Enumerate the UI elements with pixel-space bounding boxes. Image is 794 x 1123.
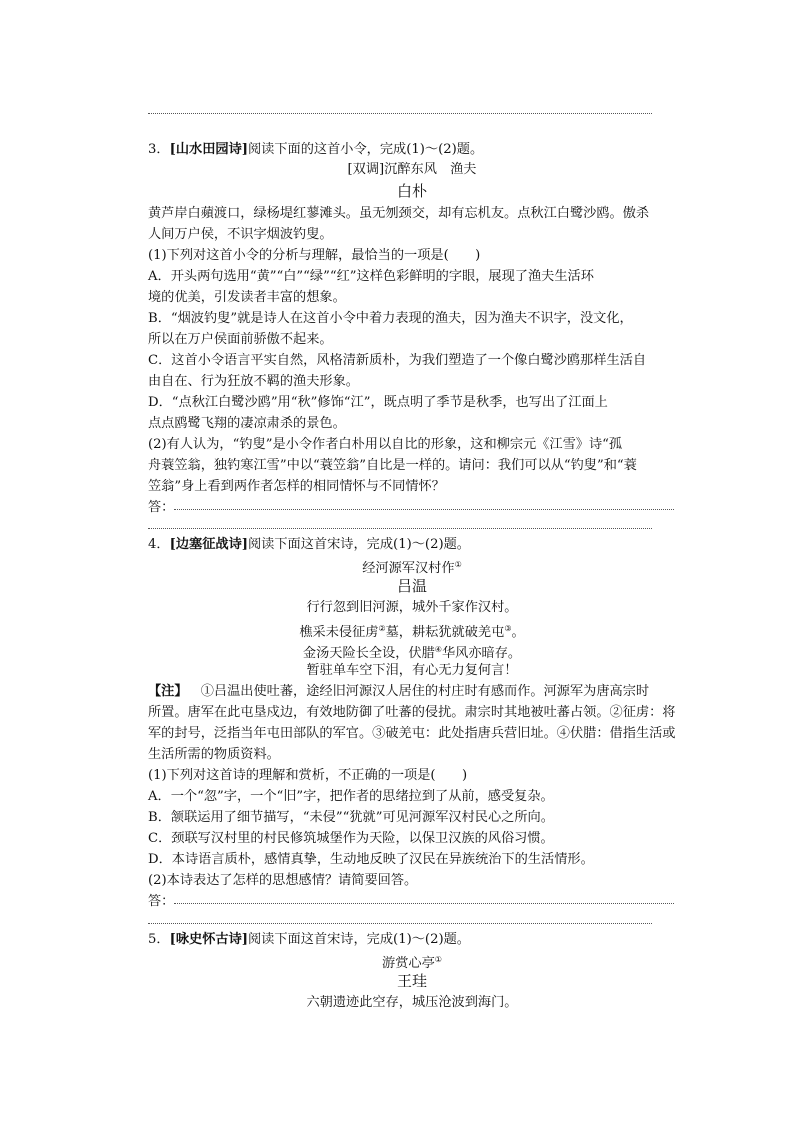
q5-poem-title-text: 游赏心亭 [382,956,435,971]
q4-option-d: D．本诗语言质朴，感情真挚，生动地反映了汉民在异族统治下的生活情形。 [148,852,594,867]
q3-answer-label: 答： [148,500,175,515]
q3-intro: 阅读下面的这首小令，完成(1)～(2)题。 [248,142,484,157]
q3-poem-author: 白朴 [396,182,427,200]
q3-sub2-line-1: (2)有人认为，“钓叟”是小令作者白朴用以自比的形象，这和柳宗元《江雪》诗“孤 [148,437,623,452]
q4-note-text-1: ①吕温出使吐蕃，途经旧河源汉人居住的村庄时有感而作。河源军为唐高宗时 [200,684,650,699]
q4-poem-line-2-part-c: 。 [511,625,525,640]
q3-option-a-line-1: A．开头两句选用“黄”“白”“绿”“红”这样色彩鲜明的字眼，展现了渔夫生活环 [148,269,594,284]
q5-poem-author: 王珪 [396,972,427,990]
separator-line [148,528,652,529]
q4-number: 4． [148,537,170,552]
q5-title-footnote-mark: ① [434,955,442,964]
q4-sub1-stem: (1)下列对这首诗的理解和赏析，不正确的一项是( ) [148,768,468,783]
q4-heading [148,535,678,555]
q4-option-b: B．颔联运用了细节描写，“未侵”“犹就”可见河源军汉村民心之所向。 [148,810,554,825]
q4-sub2-stem: (2)本诗表达了怎样的思想感情？请简要回答。 [148,873,418,888]
q3-tag: [山水田园诗] [169,142,248,157]
q4-note-line-1 [148,682,678,702]
q4-footnote-mark-2: ② [378,624,386,633]
q4-note-line-2: 所置。唐军在此屯垦戍边，有效地防御了吐蕃的侵扰。肃宗时其地被吐蕃占领。②征虏：将 [148,705,676,720]
q4-poem-line-3-part-a: 金汤天险长全设，伏腊 [302,646,435,661]
q4-poem-line-2-part-b: 墓，耕耘犹就破羌屯 [385,625,505,640]
q3-option-b-line-1: B．“烟波钓叟”就是诗人在这首小令中着力表现的渔夫，因为渔夫不识字，没文化， [148,311,633,326]
q4-poem-title-text: 经河源军汉村作 [362,561,455,576]
q4-note-label: 【注】 [148,684,188,699]
q5-poem-line-1: 六朝遗迹此空存，城压沧波到海门。 [306,995,518,1010]
q5-intro: 阅读下面这首宋诗，完成(1)～(2)题。 [248,932,470,947]
q3-answer-field[interactable] [174,509,674,510]
q3-poem-line-1: 黄芦岸白蘋渡口，绿杨堤红蓼滩头。虽无刎颈交，却有忘机友。点秋江白鹭沙鸥。傲杀 [148,206,650,221]
q3-sub1-stem: (1)下列对这首小令的分析与理解，最恰当的一项是( ) [148,248,481,263]
q3-sub2-line-2: 舟蓑笠翁，独钓寒江雪”中以“蓑笠翁”自比是一样的。请问：我们可以从“钓叟”和“蓑 [148,458,637,473]
q4-answer-field[interactable] [174,903,674,904]
q3-option-c-line-1: C．这首小令语言平实自然，风格清新质朴，为我们塑造了一个像白鹭沙鸥那样生活自 [148,353,647,368]
q3-sub2-line-3: 笠翁”身上看到两作者怎样的相同情怀与不同情怀？ [148,479,445,494]
q4-note-line-4: 生活所需的物质资料。 [148,747,280,762]
q4-poem-line-1: 行行忽到旧河源，城外千家作汉村。 [306,600,518,615]
q4-poem-author: 吕温 [396,577,427,595]
q4-option-a: A．一个“忽”字，一个“旧”字，把作者的思绪拉到了从前，感受复杂。 [148,789,554,804]
q3-poem-line-2: 人间万户侯，不识字烟波钓叟。 [148,227,333,242]
q4-note-line-3: 军的封号，泛指当年屯田部队的军官。③破羌屯：此处指唐兵营旧址。④伏腊：借指生活或 [148,726,676,741]
q3-heading [148,140,678,160]
q4-footnote-mark-3: ③ [504,624,512,633]
q5-number: 5． [148,932,170,947]
q4-footnote-mark-4: ④ [434,645,442,654]
q4-poem-line-3-part-b: 华风亦暗存。 [441,646,522,661]
q3-option-c-line-2: 由自在、行为狂放不羁的渔夫形象。 [148,374,359,389]
q3-number: 3． [148,142,170,157]
q4-answer-label: 答： [148,894,175,909]
q3-poem-title: [双调]沉醉东风 渔夫 [347,162,477,177]
q4-poem-line-4: 暂驻单车空下泪，有心无力复何言！ [306,663,518,678]
q4-title-footnote-mark: ① [454,560,462,569]
separator-line [148,923,652,924]
q4-poem-line-2-part-a: 樵采未侵征虏 [299,625,379,640]
q3-option-d-line-2: 点点鸥鹭飞翔的凄凉肃杀的景色。 [148,416,346,431]
q3-option-d-line-1: D．“点秋江白鹭沙鸥”用“秋”修饰“江”，既点明了季节是秋季，也写出了江面上 [148,395,608,410]
separator-line [148,113,652,114]
q3-option-a-line-2: 境的优美，引发读者丰富的想象。 [148,290,346,305]
q5-tag: [咏史怀古诗] [169,932,248,947]
q3-option-b-line-2: 所以在万户侯面前骄傲不起来。 [148,332,333,347]
q4-tag: [边塞征战诗] [169,537,248,552]
q5-heading [148,930,678,950]
q4-intro: 阅读下面这首宋诗，完成(1)～(2)题。 [248,537,470,552]
q4-option-c: C．颈联写汉村里的村民修筑城堡作为天险，以保卫汉族的风俗习惯。 [148,831,554,846]
